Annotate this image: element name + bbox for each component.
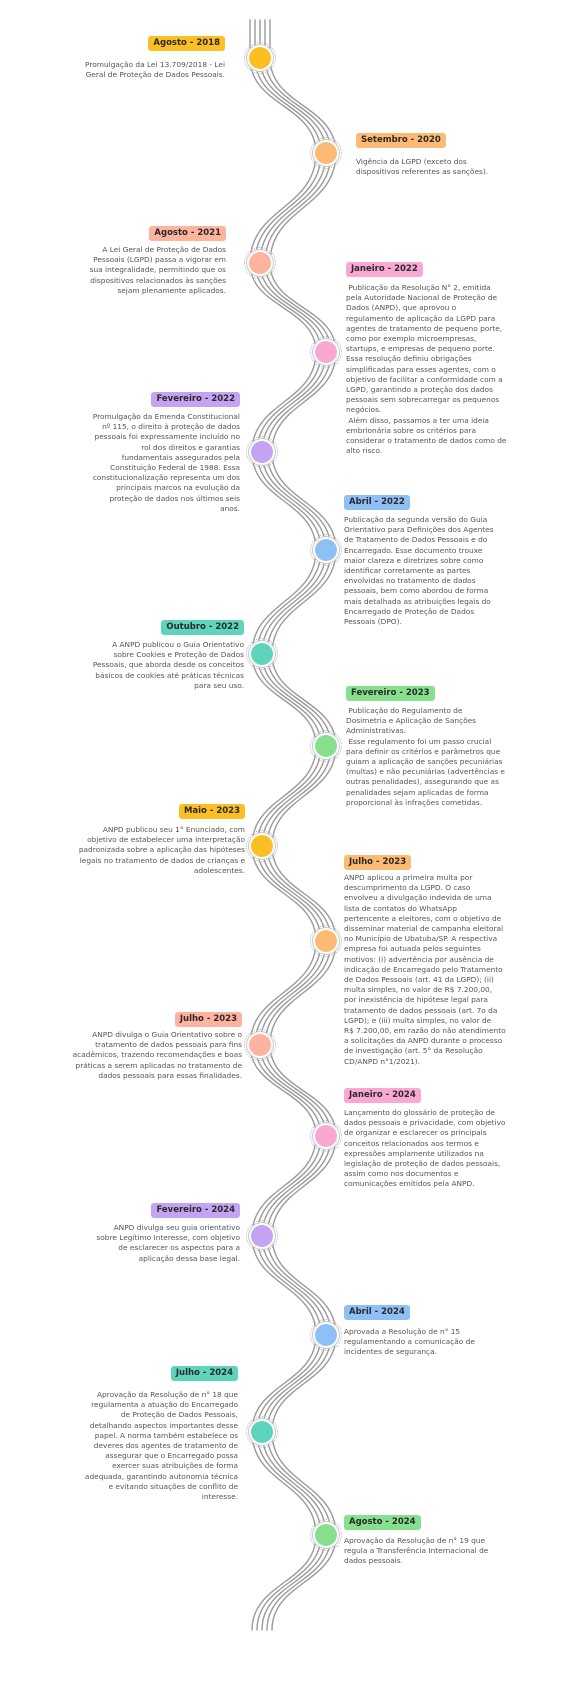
event-date-badge: Fevereiro - 2023 — [346, 686, 435, 701]
event-description: Aprovada a Resolução de n° 15 regulamentando a comunicação de incidentes de segurança. — [344, 1327, 475, 1357]
event-date-badge: Outubro - 2022 — [161, 620, 244, 635]
event-description: Promulgação da Emenda Constitucional nº 115, o direito à proteção de dados pessoais foi expressamente incluído no rol dos direitos e garantias fundamentais assegurados pela Constituição Federal de 1988. Essa constitucionalização representa um dos principais marcos na evolução da proteção de dados nos últimos seis anos. — [92, 412, 240, 513]
event-date-badge: Janeiro - 2022 — [346, 262, 423, 277]
event-description: Publicação da segunda versão do Guia Orientativo para Definições dos Agentes de Tratamento de Dados Pessoais e do Encarregado. Esse documento trouxe maior clareza e diretrizes sobre como identificar corretamente as partes envolvidas no tratamento de dados pessoais, bem como abordou de forma mais detalhada as atribuições legais do Encarregado de Proteção de Dados Pessoais (DPO). — [344, 515, 494, 627]
timeline-node — [251, 1225, 273, 1247]
event-date-badge: Agosto - 2018 — [148, 36, 225, 51]
timeline-node — [315, 735, 337, 757]
event-date-badge: Fevereiro - 2024 — [151, 1203, 240, 1218]
timeline-node — [315, 1324, 337, 1346]
event-description: A Lei Geral de Proteção de Dados Pessoais (LGPD) passa a vigorar em sua integralidade, permitindo que os dispositivos relacionados às sanções sejam plenamente aplicados. — [89, 245, 226, 295]
event-description: ANPD aplicou a primeira multa por descumprimento da LGPD. O caso envolveu a divulgação indevida de uma lista de contatos do WhatsApp pertencente a eleitores, com o objetivo de disseminar material de campanha eleitoral no Município de Ubatuba/SP. A respectiva empresa foi autuada pelos seguintes motivos: (i) advertência por ausência de indicação de Encarregado pelo Tratamento de Dados Pessoais (art. 41 da LGPD); (ii) multa simples, no valor de R$ 7.200,00, por inexistência de hipótese legal para tratamento de dados pessoais (art. 7o da LGPD); e (iii) multa simples, no valor de R$ 7.200,00, em razão do não atendimento a solicitações da ANPD durante o processo de investigação (art. 5° da Resolução CD/ANPD n°1/2021). — [344, 873, 506, 1066]
event-date-badge: Agosto - 2021 — [149, 226, 226, 241]
event-date-badge: Julho - 2023 — [344, 855, 411, 870]
event-description: ANPD divulga seu guia orientativo sobre Legítimo Interesse, com objetivo de esclarecer os aspectos para a aplicação dessa base legal. — [96, 1223, 240, 1263]
timeline-node — [249, 252, 271, 274]
event-description: Publicação da Resolução N° 2, emitida pela Autoridade Nacional de Proteção de Dados (ANPD), que aprovou o regulamento de aplicação da LGPD para agentes de tratamento de pequeno porte, como por exemplo microempresas, startups, e empresas de pequeno porte. Essa resolução definiu obrigações simplificadas para esses agentes, com o objetivo de facilitar a conformidade com a LGPD, garantindo a proteção dos dados pessoais sem sobrecarregar os pequenos negócios. Além disso, passamos a ter uma ideia embrionária sobre os critérios para considerar o tratamento de dados como de alto risco. — [346, 283, 507, 456]
event-description: Lançamento do glossário de proteção de dados pessoais e privacidade, com objetivo de organizar e esclarecer os principais conceitos relacionados aos termos e expressões amplamente utilizados na legislação de proteção de dados pessoais, assim como nos documentos e comunicações emitidos pela ANPD. — [344, 1108, 506, 1189]
timeline-node — [251, 1421, 273, 1443]
timeline-node — [315, 142, 337, 164]
road-strand — [270, 20, 336, 1630]
timeline-node — [315, 539, 337, 561]
event-description: ANPD publicou seu 1° Enunciado, com objetivo de estabelecer uma interpretação padronizada sobre a aplicação das hipóteses legais no tratamento de dados de crianças e adolescentes. — [78, 825, 245, 875]
event-date-badge: Setembro - 2020 — [356, 133, 446, 148]
timeline-node — [315, 1524, 337, 1546]
timeline-node — [251, 835, 273, 857]
timeline-node — [251, 441, 273, 463]
event-date-badge: Abril - 2022 — [344, 495, 410, 510]
timeline-node — [315, 1125, 337, 1147]
timeline-node — [251, 643, 273, 665]
event-description: A ANPD publicou o Guia Orientativo sobre Cookies e Proteção de Dados Pessoais, que aborda desde os conceitos básicos de cookies até práticas técnicas para seu uso. — [92, 640, 244, 690]
event-date-badge: Abril - 2024 — [344, 1305, 410, 1320]
event-description: Aprovação da Resolução de n° 19 que regula a Transferência Internacional de dados pessoais. — [344, 1536, 489, 1566]
timeline-node — [249, 1034, 271, 1056]
event-date-badge: Agosto - 2024 — [344, 1515, 421, 1530]
event-date-badge: Janeiro - 2024 — [344, 1088, 421, 1103]
event-description: Vigência da LGPD (exceto dos dispositivos referentes as sanções). — [356, 157, 489, 177]
event-date-badge: Julho - 2023 — [175, 1012, 242, 1027]
event-date-badge: Fevereiro - 2022 — [151, 392, 240, 407]
timeline-node — [315, 341, 337, 363]
event-description: Promulgação da Lei 13.709/2018 - Lei Geral de Proteção de Dados Pessoais. — [85, 60, 225, 80]
event-description: ANPD divulga o Guia Orientativo sobre o tratamento de dados pessoais para fins acadêmicos, trazendo recomendações e boas práticas a serem aplicadas no tratamento de dados pessoais para essas finalidades. — [72, 1030, 242, 1080]
event-description: Aprovação da Resolução de n° 18 que regulamenta a atuação do Encarregado de Proteção de Dados Pessoais, detalhando aspectos importantes desse papel. A norma também estabelece os deveres dos agentes de tratamento de assegurar que o Encarregado possa exercer suas atribuições de forma adequada, garantindo autonomia técnica e evitando situações de conflito de interesse. — [84, 1390, 238, 1502]
event-date-badge: Maio - 2023 — [179, 804, 245, 819]
event-date-badge: Julho - 2024 — [171, 1366, 238, 1381]
event-description: Publicação do Regulamento de Dosimetria e Aplicação de Sanções Administrativas. Esse regulamento foi um passo crucial para definir os critérios e parâmetros que guiam a aplicação de sanções pecuniárias (multas) e não pecuniárias (advertências e outras penalidades), assegurando que as penalidades sejam aplicadas de forma proporcional às infrações cometidas. — [346, 706, 505, 807]
timeline-node — [249, 47, 271, 69]
timeline-node — [315, 930, 337, 952]
